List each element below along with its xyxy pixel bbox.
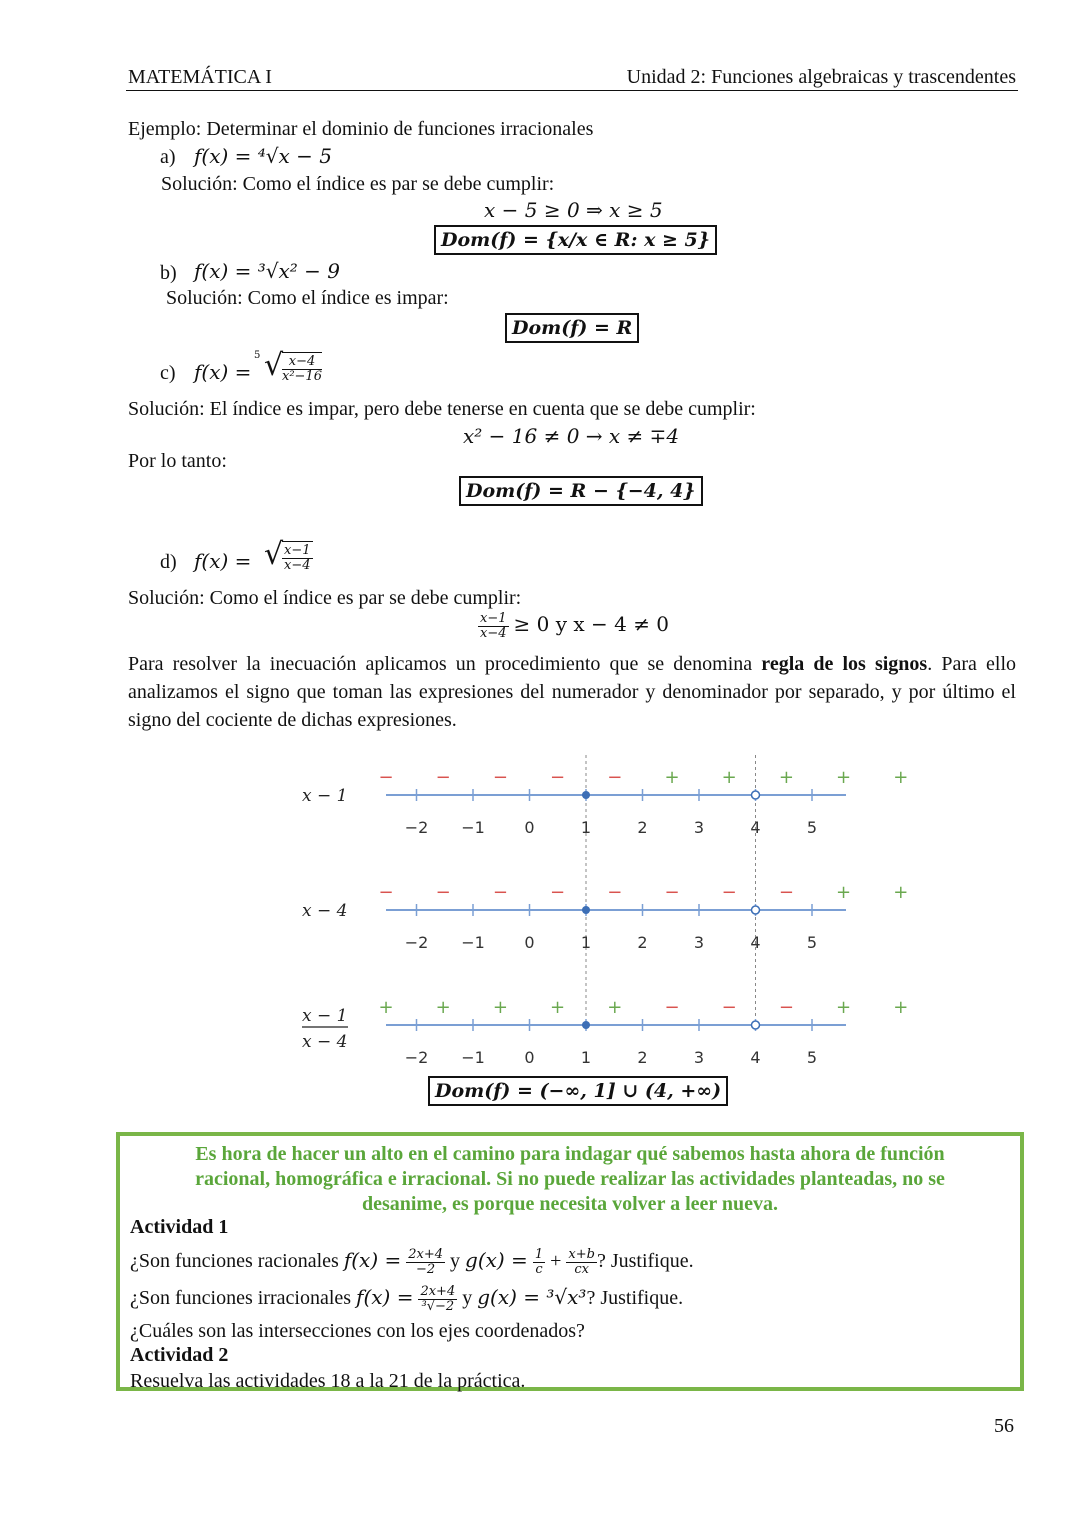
q1-suffix: ? Justifique. bbox=[596, 1250, 694, 1272]
tick-label: −1 bbox=[461, 933, 485, 952]
item-c-root-index: 5 bbox=[254, 350, 261, 361]
plus-sign: + bbox=[836, 882, 852, 903]
tick-label: 2 bbox=[637, 933, 648, 952]
activity-1-title: Actividad 1 bbox=[130, 1216, 229, 1238]
tick-label: 0 bbox=[524, 818, 535, 837]
minus-sign: − bbox=[550, 882, 566, 903]
paragraph-text-after: . Para ello analizamos el signo que toman las expresiones del numerador y denominador por separado, y por último el signo del cociente de dichas expresiones. bbox=[128, 653, 1017, 731]
plus-sign: + bbox=[893, 767, 909, 788]
header-left: MATEMÁTICA I bbox=[128, 66, 272, 88]
item-c-function-lhs: f(x) = bbox=[194, 360, 252, 384]
tick-label: 3 bbox=[693, 818, 705, 837]
plus-sign: + bbox=[721, 767, 737, 788]
closed-point bbox=[582, 1021, 590, 1029]
plus-sign: + bbox=[664, 767, 680, 788]
minus-sign: − bbox=[435, 767, 451, 788]
item-a-solution: Solución: Como el índice es par se debe cumplir: bbox=[161, 173, 555, 195]
radical-sign-icon: √ bbox=[264, 537, 284, 572]
tick-label: 5 bbox=[806, 1048, 818, 1067]
paragraph-text-before: Para resolver la inecuación aplicamos un procedimiento que se denomina bbox=[128, 653, 762, 675]
minus-sign: − bbox=[664, 997, 680, 1018]
q1-f-numerator: 2x+4 bbox=[408, 1246, 444, 1262]
q2-f-denominator: ³√−2 bbox=[421, 1298, 455, 1314]
minus-sign: − bbox=[492, 767, 508, 788]
item-a-label: a) bbox=[160, 146, 176, 168]
closed-point bbox=[582, 906, 590, 914]
item-d-condition-numerator: x−1 bbox=[480, 611, 507, 626]
q1-g-b-denominator: cx bbox=[574, 1261, 589, 1277]
example-title: Ejemplo: Determinar el dominio de funciones irracionales bbox=[128, 118, 594, 140]
tick-label: 1 bbox=[580, 933, 592, 952]
minus-sign: − bbox=[378, 767, 394, 788]
q1-g-a-denominator: c bbox=[535, 1261, 543, 1277]
minus-sign: − bbox=[607, 882, 623, 903]
closed-point bbox=[582, 791, 590, 799]
item-d-condition-denominator: x−4 bbox=[480, 626, 507, 641]
tick-label: 0 bbox=[524, 1048, 535, 1067]
plus-sign: + bbox=[550, 997, 566, 1018]
minus-sign: − bbox=[550, 767, 566, 788]
tick-label: 2 bbox=[637, 818, 648, 837]
plus-sign: + bbox=[492, 997, 508, 1018]
minus-sign: − bbox=[721, 997, 737, 1018]
item-d-condition-rest: ≥ 0 y x − 4 ≠ 0 bbox=[513, 612, 670, 637]
item-d-function-lhs: f(x) = bbox=[194, 549, 252, 573]
header-rule bbox=[126, 90, 1018, 91]
item-a-domain-box: Dom(f) = {x/x ∈ R: x ≥ 5} bbox=[434, 225, 717, 255]
page-number: 56 bbox=[994, 1415, 1014, 1437]
tick-label: 4 bbox=[750, 1048, 761, 1067]
item-c-domain-box: Dom(f) = R − {−4, 4} bbox=[459, 476, 703, 506]
q2-suffix: ? Justifique. bbox=[586, 1287, 684, 1309]
tick-label: −2 bbox=[404, 818, 429, 837]
item-d-condition-fraction bbox=[478, 612, 509, 641]
radical-sign-icon: √ bbox=[264, 348, 284, 383]
open-point bbox=[752, 906, 760, 914]
minus-sign: − bbox=[435, 882, 451, 903]
tick-label: 2 bbox=[637, 1048, 648, 1067]
item-d-label: d) bbox=[160, 551, 177, 573]
q1-g-lhs: g(x) = bbox=[465, 1248, 528, 1272]
item-b-domain-box: Dom(f) = R bbox=[505, 313, 639, 343]
item-c-fraction bbox=[282, 352, 322, 384]
tick-label: 1 bbox=[580, 1048, 592, 1067]
plus-sign: + bbox=[893, 997, 909, 1018]
activity-1-question-3: ¿Cuáles son las intersecciones con los ejes coordenados? bbox=[130, 1320, 585, 1342]
item-b-solution: Solución: Como el índice es impar: bbox=[166, 287, 449, 309]
q1-f-lhs: f(x) = bbox=[343, 1248, 402, 1272]
tick-label: 3 bbox=[693, 1048, 705, 1067]
plus-sign: + bbox=[836, 997, 852, 1018]
minus-sign: − bbox=[778, 882, 794, 903]
q2-g: g(x) = ³√x³ bbox=[477, 1285, 587, 1309]
q1-g-b-numerator: x+b bbox=[568, 1246, 595, 1262]
q1-f-denominator: −2 bbox=[416, 1261, 436, 1277]
item-d-fraction bbox=[282, 541, 313, 573]
item-c-therefore: Por lo tanto: bbox=[128, 450, 227, 472]
item-c-numerator: x−4 bbox=[282, 355, 322, 370]
q1-f-fraction bbox=[406, 1248, 445, 1277]
tick-label: 5 bbox=[806, 933, 818, 952]
minus-sign: − bbox=[721, 882, 737, 903]
row-label-1: x − 4 bbox=[302, 901, 348, 921]
plus-sign: + bbox=[893, 882, 909, 903]
minus-sign: − bbox=[664, 882, 680, 903]
tick-label: −2 bbox=[404, 933, 429, 952]
plus-sign: + bbox=[378, 997, 394, 1018]
open-point bbox=[752, 1021, 760, 1029]
activity-1-question-2 bbox=[130, 1279, 683, 1316]
item-c-condition: x² − 16 ≠ 0 → x ≠ ∓4 bbox=[463, 424, 680, 448]
q2-prefix: ¿Son funciones irracionales bbox=[130, 1287, 352, 1309]
q1-y: y bbox=[450, 1250, 461, 1272]
tick-label: −1 bbox=[461, 1048, 485, 1067]
minus-sign: − bbox=[492, 882, 508, 903]
tick-label: −1 bbox=[461, 818, 485, 837]
tick-label: 0 bbox=[524, 933, 535, 952]
q2-f-fraction bbox=[418, 1285, 457, 1314]
q2-f-lhs: f(x) = bbox=[356, 1285, 414, 1309]
item-d-condition bbox=[478, 612, 669, 641]
q1-g-a-numerator: 1 bbox=[534, 1246, 544, 1262]
item-d-solution: Solución: Como el índice es par se debe cumplir: bbox=[128, 587, 522, 609]
item-a-condition: x − 5 ≥ 0 ⇒ x ≥ 5 bbox=[484, 198, 663, 222]
plus-sign: + bbox=[607, 997, 623, 1018]
activity-1-question-1 bbox=[130, 1242, 694, 1279]
q1-plus: + bbox=[550, 1250, 562, 1272]
item-c-label: c) bbox=[160, 362, 176, 384]
q1-g-fraction-b bbox=[566, 1248, 597, 1277]
activity-2-text: Resuelva las actividades 18 a la 21 de la práctica. bbox=[130, 1370, 526, 1392]
minus-sign: − bbox=[378, 882, 394, 903]
row-label-denominator-2: x − 4 bbox=[302, 1032, 348, 1052]
open-point bbox=[752, 791, 760, 799]
q1-g-fraction-a bbox=[533, 1248, 545, 1277]
tick-label: 1 bbox=[580, 818, 592, 837]
activity-2-title: Actividad 2 bbox=[130, 1344, 229, 1366]
minus-sign: − bbox=[607, 767, 623, 788]
tick-label: −2 bbox=[404, 1048, 429, 1067]
activity-box bbox=[116, 1132, 1024, 1391]
tick-label: 4 bbox=[750, 818, 761, 837]
q1-prefix: ¿Son funciones racionales bbox=[130, 1250, 339, 1272]
sign-rule-paragraph bbox=[128, 650, 1016, 734]
item-d-denominator: x−4 bbox=[284, 558, 311, 573]
sign-chart-domain-box: Dom(f) = (−∞, 1] ∪ (4, +∞) bbox=[428, 1076, 728, 1106]
q2-y: y bbox=[462, 1287, 473, 1309]
item-d-numerator: x−1 bbox=[284, 543, 311, 558]
paragraph-bold-term: regla de los signos bbox=[761, 653, 928, 675]
plus-sign: + bbox=[778, 767, 794, 788]
plus-sign: + bbox=[435, 997, 451, 1018]
item-a-function: f(x) = ⁴√x − 5 bbox=[194, 144, 332, 168]
row-label-numerator-2: x − 1 bbox=[302, 1006, 348, 1026]
item-b-label: b) bbox=[160, 262, 177, 284]
tick-label: 5 bbox=[806, 818, 818, 837]
sign-chart-layer bbox=[302, 755, 908, 1067]
tick-label: 4 bbox=[750, 933, 761, 952]
q2-f-numerator: 2x+4 bbox=[420, 1283, 456, 1299]
sign-chart bbox=[290, 755, 909, 1085]
plus-sign: + bbox=[836, 767, 852, 788]
row-label-0: x − 1 bbox=[302, 786, 348, 806]
item-c-solution: Solución: El índice es impar, pero debe tenerse en cuenta que se debe cumplir: bbox=[128, 398, 756, 420]
item-b-function: f(x) = ³√x² − 9 bbox=[194, 259, 341, 283]
activity-intro: Es hora de hacer un alto en el camino para indagar qué sabemos hasta ahora de función racional, homográfica e irracional. Si no puede realizar las actividades planteadas, no se desanime, es porque necesita volver a leer nueva. bbox=[195, 1143, 945, 1215]
minus-sign: − bbox=[778, 997, 794, 1018]
header-right: Unidad 2: Funciones algebraicas y trascendentes bbox=[626, 66, 1016, 88]
tick-label: 3 bbox=[693, 933, 705, 952]
item-c-denominator: x²−16 bbox=[282, 369, 322, 384]
